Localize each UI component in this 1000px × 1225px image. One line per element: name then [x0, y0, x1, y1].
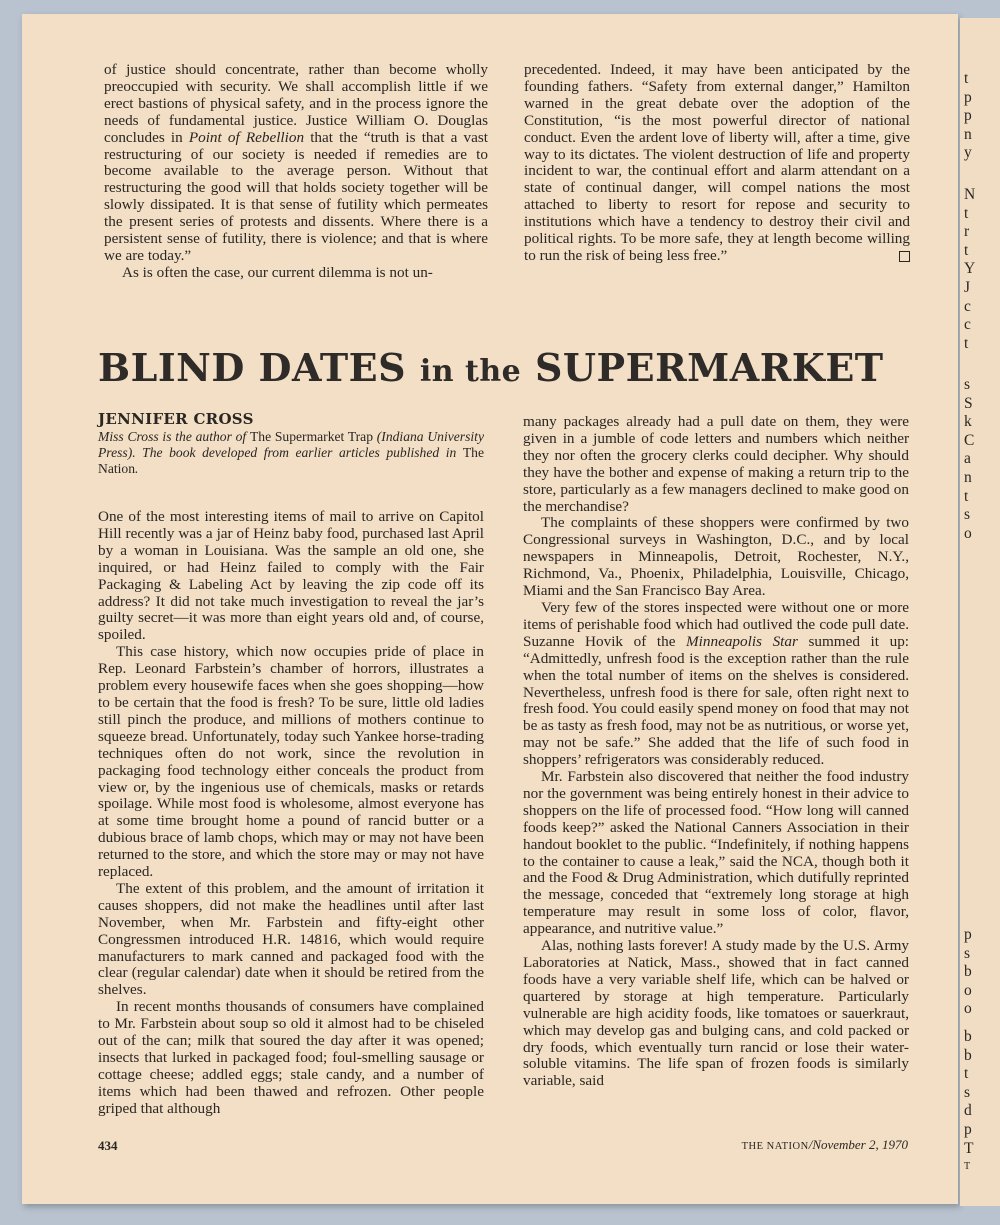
edge-letter: s	[964, 1083, 971, 1101]
edge-letters-group-1	[964, 70, 994, 163]
article-left-column	[98, 410, 484, 1118]
previous-article-right-column	[524, 62, 910, 265]
edge-letter: T	[964, 1161, 971, 1172]
article-paragraph: Mr. Farbstein also discovered that neither the food industry nor the government was being entirely honest in their advice to shoppers on the life of processed food. “How long will canned foods keep?” asked the National Canners Association in their handout booklet to the public. “Indefinitely, if nothing happens to the container to cause a leak,” said the NCA, though both it and the Food & Drug Administration, which dutifully reprinted the message, conceded that “extremely long storage at high temperature may result in some loss of color, flavor, appearance, and nutritive value.”	[523, 768, 909, 938]
edge-letter: r	[964, 223, 970, 241]
edge-letters-group-6	[964, 1158, 994, 1177]
author-byline: JENNIFER CROSS	[98, 410, 254, 428]
author-bio: Miss Cross is the author of The Supermarket Trap (Indiana University Press). The book developed from earlier articles published in The Nation.	[98, 429, 484, 476]
article-paragraph: The extent of this problem, and the amount of irritation it causes shoppers, did not make the headlines until after last November, when Mr. Farbstein and fifty-eight other Congressmen introduced H.R. 14816, which would require manufacturers to mark canned and packaged food with the clear (regular calendar) date when it should be retired from the shelves.	[98, 879, 484, 999]
edge-letter: b	[964, 1028, 972, 1045]
article-headline: BLIND DATES in the SUPERMARKET	[98, 345, 884, 390]
edge-letter: k	[964, 413, 972, 431]
edge-letter: c	[964, 297, 971, 315]
article-paragraph: many packages already had a pull date on them, they were given in a jumble of code letters and numbers which neither they nor often the grocery clerks could decipher. Why should they have the bother and expense of making a return trip to the store, particularly as a few managers declined to make good on the merchandise?	[523, 413, 909, 515]
edge-letters-group-5	[964, 1028, 994, 1158]
edge-letter: t	[964, 241, 969, 259]
page-number: 434	[98, 1138, 118, 1153]
edge-letter: o	[964, 524, 972, 542]
edge-letter: n	[964, 125, 972, 143]
edge-letter: t	[964, 1065, 969, 1083]
book-title: Point of Rebellion	[188, 128, 305, 146]
adjacent-page-edge	[960, 18, 1000, 1206]
article-paragraph: Very few of the stores inspected were without one or more items of perishable food which had outlived the code pull date. Suzanne Hovik of the Minneapolis Star summed it up: “Admittedly, unfresh food is the exception rather than the rule when the total number of items on the shelves is considered. Nevertheless, unfresh food is there for sale, often right next to fresh food. You could easily spend money on food that may not be as tasty as fresh food, may not be as nutritious, or worse yet, may not be safe.” She added that the life of such food in shoppers’ refrigerators was considerably reduced.	[523, 598, 910, 769]
edge-letter: n	[964, 468, 972, 486]
edge-letter: N	[964, 186, 976, 203]
edge-letter: s	[964, 376, 971, 393]
edge-letter: d	[964, 1102, 972, 1120]
edge-letters-group-3	[964, 376, 994, 543]
edge-letter: S	[964, 394, 973, 412]
edge-letter: t	[964, 487, 969, 505]
newspaper-name: Minneapolis Star	[686, 632, 798, 650]
running-footer	[624, 1137, 908, 1153]
previous-article-left-column	[104, 62, 488, 282]
edge-letter: s	[964, 506, 971, 524]
edge-letters-group-2	[964, 186, 994, 353]
edge-letter: C	[964, 431, 975, 449]
edge-letter: s	[964, 944, 971, 962]
edge-letter: p	[964, 88, 972, 106]
edge-letter: b	[964, 1046, 972, 1064]
edge-letter: t	[964, 334, 969, 352]
edge-letter: p	[964, 926, 972, 943]
edge-letter: J	[964, 278, 971, 296]
previous-article-paragraph: precedented. Indeed, it may have been anticipated by the founding fathers. “Safety from external danger,” Hamilton warned in the great debate over the adoption of the Constitution, “is the most powerful director of national conduct. Even the ardent love of liberty will, after a time, give way to its dictates. The violent destruction of life and property incident to war, the continual effort and alarm attendant on a state of continual danger, will compel nations the most attached to liberty to resort for repose and security to institutions which have a tendency to destroy their civil and political rights. To be more safe, they at length become willing to run the risk of being less free.”	[524, 61, 910, 264]
article-paragraph: In recent months thousands of consumers have complained to Mr. Farbstein about soup so old it almost had to be chiseled out of the can; milk that soured the day after it was opened; insects that lurked in packaged food; foul-smelling sausage or cottage cheese; addled eggs; stale candy, and a number of items which had been thawed and refrozen. Other people griped that although	[98, 998, 484, 1117]
edge-letter: Y	[964, 260, 976, 278]
article-paragraph: This case history, which now occupies pride of place in Rep. Leonard Farbstein’s chamber of horrors, illustrates a problem every housewife faces when she goes shopping—how to be certain that the food is fresh? To be sure, little old ladies still pinch the produce, and millions of mothers continue to squeeze bread. Unfortunately, today such Yankee horse-trading techniques often do not work, since the revolution in packaging food technology either conceals the product from view or, by the ingenious use of chemicals, masks or retards spoilage. While most food is wholesome, almost everyone has at some time brought home a pound of rancid butter or a dubious brace of lamb chops, which may or may not have been returned to the store, and which the store may or may not have replaced.	[98, 643, 484, 881]
article-paragraph: One of the most interesting items of mail to arrive on Capitol Hill recently was a jar of Heinz baby food, purchased last April by a woman in Louisiana. Was the sample an old one, she inquired, or had Heinz failed to comply with the Fair Packaging & Labeling Act by leaving the zip code off its address? It did not take much investigation to reveal the jar’s guilty secret—it was more than eight years old and, of course, spoiled.	[98, 508, 484, 644]
edge-letter: p	[964, 107, 972, 125]
edge-letter: a	[964, 450, 971, 468]
edge-letter: t	[964, 204, 969, 222]
edge-letter: y	[964, 144, 972, 162]
end-of-article-mark-icon	[899, 251, 910, 262]
edge-letter: o	[964, 1000, 972, 1018]
edge-letters-group-4	[964, 926, 994, 1019]
article-paragraph: The complaints of these shoppers were confirmed by two Congressional surveys in Washington, D.C., and by local newspapers in Minneapolis, Detroit, Rochester, N.Y., Richmond, Va., Phoenix, Philadelphia, Louisville, Chicago, Miami and the San Francisco Bay Area.	[523, 514, 909, 600]
edge-letter: t	[964, 70, 969, 87]
edge-letter: c	[964, 316, 971, 334]
edge-letter: T	[964, 1139, 974, 1157]
edge-letter: b	[964, 963, 972, 981]
previous-article-paragraph: of justice should concentrate, rather than become wholly preoccupied with security. We shall accomplish little if we erect bastions of physical safety, and in the process ignore the needs of fundamental justice. Justice William O. Douglas concludes in Point of Rebellion that the “truth is that a vast restructuring of our society is needed if remedies are to become available to the average person. Without that restructuring the good will that holds society together will be slowly dissipated. It is that sense of futility which permeates the present series of protests and dissents. Where there is a persistent sense of futility, there is violence; and that is where we are today.”	[104, 61, 488, 264]
issue-date: /November 2, 1970	[808, 1137, 908, 1152]
edge-letter: o	[964, 981, 972, 999]
magazine-name: THE NATION	[741, 1141, 809, 1152]
previous-article-paragraph: As is often the case, our current dilemma is not un-	[122, 263, 433, 281]
edge-letter: p	[964, 1120, 972, 1138]
article-paragraph: Alas, nothing lasts forever! A study made by the U.S. Army Laboratories at Natick, Mass., showed that in fact canned foods have a very variable shelf life, which can be halved or quartered by storage at high temperature. Particularly vulnerable are high acidity foods, like tomatoes or sauerkraut, which may develop gas and bulging cans, and cold packed or dry foods, which eventually turn rancid or lose their water-soluble vitamins. The life span of frozen foods is similarly variable, said	[523, 937, 909, 1090]
article-right-column	[523, 414, 909, 1090]
